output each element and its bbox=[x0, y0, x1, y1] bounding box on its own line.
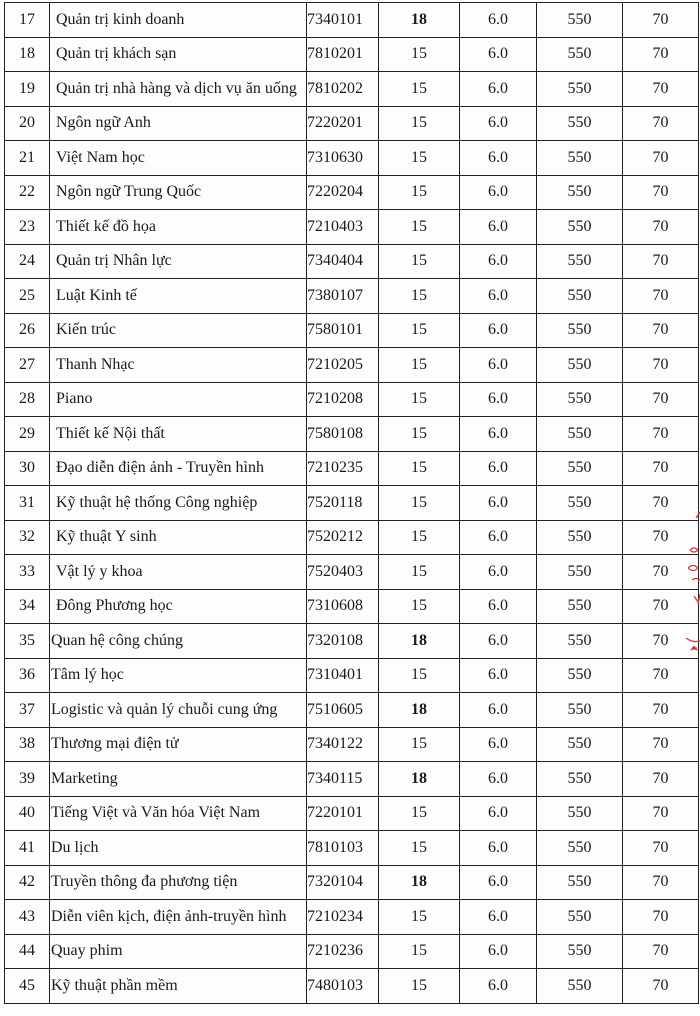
table-row bbox=[5, 693, 699, 728]
quota-cell: 15 bbox=[379, 106, 460, 141]
toeic-score-cell: 550 bbox=[537, 624, 623, 659]
quota-cell: 15 bbox=[379, 244, 460, 279]
ielts-score-cell: 6.0 bbox=[460, 348, 537, 383]
toeic-score-cell: 550 bbox=[537, 693, 623, 728]
program-name-cell: Đạo diễn điện ảnh - Truyền hình bbox=[50, 451, 307, 486]
other-score-cell: 70 bbox=[623, 555, 699, 590]
other-score-cell: 70 bbox=[623, 693, 699, 728]
quota-cell: 18 bbox=[379, 865, 460, 900]
table-row bbox=[5, 106, 699, 141]
stt-cell: 35 bbox=[5, 624, 50, 659]
ielts-score-cell: 6.0 bbox=[460, 693, 537, 728]
ielts-score-cell: 6.0 bbox=[460, 141, 537, 176]
ielts-score-cell: 6.0 bbox=[460, 520, 537, 555]
quota-cell: 15 bbox=[379, 969, 460, 1004]
table-row bbox=[5, 900, 699, 935]
ielts-score-cell: 6.0 bbox=[460, 624, 537, 659]
table-row bbox=[5, 37, 699, 72]
other-score-cell: 70 bbox=[623, 727, 699, 762]
stt-cell: 32 bbox=[5, 520, 50, 555]
program-code-cell: 7210236 bbox=[307, 934, 379, 969]
table-row bbox=[5, 175, 699, 210]
program-code-cell: 7520212 bbox=[307, 520, 379, 555]
stt-cell: 25 bbox=[5, 279, 50, 314]
table-row bbox=[5, 969, 699, 1004]
program-code-cell: 7340122 bbox=[307, 727, 379, 762]
ielts-score-cell: 6.0 bbox=[460, 589, 537, 624]
ielts-score-cell: 6.0 bbox=[460, 900, 537, 935]
other-score-cell: 70 bbox=[623, 969, 699, 1004]
table-row bbox=[5, 589, 699, 624]
program-name-cell: Kỹ thuật phần mềm bbox=[50, 969, 307, 1004]
other-score-cell: 70 bbox=[623, 762, 699, 797]
ielts-score-cell: 6.0 bbox=[460, 451, 537, 486]
toeic-score-cell: 550 bbox=[537, 555, 623, 590]
program-name-cell: Ngôn ngữ Anh bbox=[50, 106, 307, 141]
ielts-score-cell: 6.0 bbox=[460, 796, 537, 831]
toeic-score-cell: 550 bbox=[537, 796, 623, 831]
program-code-cell: 7520118 bbox=[307, 486, 379, 521]
program-code-cell: 7810202 bbox=[307, 72, 379, 107]
program-code-cell: 7520403 bbox=[307, 555, 379, 590]
quota-cell: 15 bbox=[379, 175, 460, 210]
toeic-score-cell: 550 bbox=[537, 72, 623, 107]
program-name-cell: Quản trị nhà hàng và dịch vụ ăn uống bbox=[50, 72, 307, 107]
toeic-score-cell: 550 bbox=[537, 520, 623, 555]
program-name-cell: Quan hệ công chúng bbox=[50, 624, 307, 659]
ielts-score-cell: 6.0 bbox=[460, 313, 537, 348]
ielts-score-cell: 6.0 bbox=[460, 727, 537, 762]
program-code-cell: 7810103 bbox=[307, 831, 379, 866]
toeic-score-cell: 550 bbox=[537, 900, 623, 935]
program-code-cell: 7220101 bbox=[307, 796, 379, 831]
program-name-cell: Quay phim bbox=[50, 934, 307, 969]
table-row bbox=[5, 417, 699, 452]
ielts-score-cell: 6.0 bbox=[460, 934, 537, 969]
toeic-score-cell: 550 bbox=[537, 451, 623, 486]
program-code-cell: 7340115 bbox=[307, 762, 379, 797]
quota-cell: 15 bbox=[379, 451, 460, 486]
program-code-cell: 7580108 bbox=[307, 417, 379, 452]
toeic-score-cell: 550 bbox=[537, 969, 623, 1004]
other-score-cell: 70 bbox=[623, 520, 699, 555]
quota-cell: 15 bbox=[379, 210, 460, 245]
table-row bbox=[5, 141, 699, 176]
program-code-cell: 7320108 bbox=[307, 624, 379, 659]
toeic-score-cell: 550 bbox=[537, 762, 623, 797]
program-code-cell: 7220201 bbox=[307, 106, 379, 141]
program-name-cell: Thương mại điện tử bbox=[50, 727, 307, 762]
quota-cell: 15 bbox=[379, 382, 460, 417]
ielts-score-cell: 6.0 bbox=[460, 762, 537, 797]
quota-cell: 15 bbox=[379, 313, 460, 348]
quota-cell: 15 bbox=[379, 417, 460, 452]
other-score-cell: 70 bbox=[623, 244, 699, 279]
other-score-cell: 70 bbox=[623, 37, 699, 72]
table-row bbox=[5, 244, 699, 279]
program-code-cell: 7210235 bbox=[307, 451, 379, 486]
stt-cell: 37 bbox=[5, 693, 50, 728]
toeic-score-cell: 550 bbox=[537, 486, 623, 521]
table-row bbox=[5, 934, 699, 969]
other-score-cell: 70 bbox=[623, 72, 699, 107]
program-name-cell: Vật lý y khoa bbox=[50, 555, 307, 590]
stt-cell: 41 bbox=[5, 831, 50, 866]
toeic-score-cell: 550 bbox=[537, 589, 623, 624]
program-code-cell: 7310401 bbox=[307, 658, 379, 693]
stt-cell: 28 bbox=[5, 382, 50, 417]
stt-cell: 20 bbox=[5, 106, 50, 141]
table-row bbox=[5, 451, 699, 486]
stt-cell: 23 bbox=[5, 210, 50, 245]
ielts-score-cell: 6.0 bbox=[460, 486, 537, 521]
program-code-cell: 7310608 bbox=[307, 589, 379, 624]
toeic-score-cell: 550 bbox=[537, 313, 623, 348]
other-score-cell: 70 bbox=[623, 3, 699, 38]
program-name-cell: Quản trị Nhân lực bbox=[50, 244, 307, 279]
ielts-score-cell: 6.0 bbox=[460, 555, 537, 590]
table-row bbox=[5, 865, 699, 900]
toeic-score-cell: 550 bbox=[537, 382, 623, 417]
table-row bbox=[5, 3, 699, 38]
other-score-cell: 70 bbox=[623, 106, 699, 141]
quota-cell: 15 bbox=[379, 796, 460, 831]
quota-cell: 15 bbox=[379, 934, 460, 969]
quota-cell: 15 bbox=[379, 348, 460, 383]
table-row bbox=[5, 382, 699, 417]
ielts-score-cell: 6.0 bbox=[460, 831, 537, 866]
program-code-cell: 7310630 bbox=[307, 141, 379, 176]
table-row bbox=[5, 313, 699, 348]
toeic-score-cell: 550 bbox=[537, 279, 623, 314]
stt-cell: 45 bbox=[5, 969, 50, 1004]
table-row bbox=[5, 72, 699, 107]
program-name-cell: Luật Kinh tế bbox=[50, 279, 307, 314]
ielts-score-cell: 6.0 bbox=[460, 865, 537, 900]
toeic-score-cell: 550 bbox=[537, 244, 623, 279]
stt-cell: 22 bbox=[5, 175, 50, 210]
stt-cell: 43 bbox=[5, 900, 50, 935]
stt-cell: 31 bbox=[5, 486, 50, 521]
other-score-cell: 70 bbox=[623, 210, 699, 245]
program-code-cell: 7210234 bbox=[307, 900, 379, 935]
toeic-score-cell: 550 bbox=[537, 106, 623, 141]
quota-cell: 15 bbox=[379, 555, 460, 590]
table-row bbox=[5, 796, 699, 831]
other-score-cell: 70 bbox=[623, 279, 699, 314]
other-score-cell: 70 bbox=[623, 348, 699, 383]
toeic-score-cell: 550 bbox=[537, 210, 623, 245]
stt-cell: 21 bbox=[5, 141, 50, 176]
ielts-score-cell: 6.0 bbox=[460, 969, 537, 1004]
other-score-cell: 70 bbox=[623, 451, 699, 486]
quota-cell: 15 bbox=[379, 279, 460, 314]
program-name-cell: Kỹ thuật Y sinh bbox=[50, 520, 307, 555]
other-score-cell: 70 bbox=[623, 141, 699, 176]
stt-cell: 18 bbox=[5, 37, 50, 72]
program-name-cell: Piano bbox=[50, 382, 307, 417]
stt-cell: 30 bbox=[5, 451, 50, 486]
table-row bbox=[5, 727, 699, 762]
quota-cell: 15 bbox=[379, 37, 460, 72]
stt-cell: 36 bbox=[5, 658, 50, 693]
program-name-cell: Thanh Nhạc bbox=[50, 348, 307, 383]
other-score-cell: 70 bbox=[623, 175, 699, 210]
other-score-cell: 70 bbox=[623, 865, 699, 900]
ielts-score-cell: 6.0 bbox=[460, 417, 537, 452]
program-code-cell: 7210205 bbox=[307, 348, 379, 383]
program-code-cell: 7480103 bbox=[307, 969, 379, 1004]
stt-cell: 44 bbox=[5, 934, 50, 969]
stt-cell: 33 bbox=[5, 555, 50, 590]
toeic-score-cell: 550 bbox=[537, 175, 623, 210]
quota-cell: 15 bbox=[379, 658, 460, 693]
stt-cell: 40 bbox=[5, 796, 50, 831]
quota-cell: 15 bbox=[379, 486, 460, 521]
toeic-score-cell: 550 bbox=[537, 934, 623, 969]
program-code-cell: 7220204 bbox=[307, 175, 379, 210]
table-row bbox=[5, 348, 699, 383]
table-row bbox=[5, 210, 699, 245]
program-name-cell: Quản trị khách sạn bbox=[50, 37, 307, 72]
ielts-score-cell: 6.0 bbox=[460, 279, 537, 314]
other-score-cell: 70 bbox=[623, 624, 699, 659]
program-code-cell: 7810201 bbox=[307, 37, 379, 72]
program-name-cell: Ngôn ngữ Trung Quốc bbox=[50, 175, 307, 210]
program-code-cell: 7320104 bbox=[307, 865, 379, 900]
program-name-cell: Việt Nam học bbox=[50, 141, 307, 176]
other-score-cell: 70 bbox=[623, 486, 699, 521]
other-score-cell: 70 bbox=[623, 796, 699, 831]
quota-cell: 15 bbox=[379, 900, 460, 935]
ielts-score-cell: 6.0 bbox=[460, 382, 537, 417]
program-code-cell: 7340101 bbox=[307, 3, 379, 38]
other-score-cell: 70 bbox=[623, 382, 699, 417]
quota-cell: 15 bbox=[379, 72, 460, 107]
ielts-score-cell: 6.0 bbox=[460, 106, 537, 141]
stt-cell: 17 bbox=[5, 3, 50, 38]
program-name-cell: Kỹ thuật hệ thống Công nghiệp bbox=[50, 486, 307, 521]
table-row bbox=[5, 762, 699, 797]
toeic-score-cell: 550 bbox=[537, 3, 623, 38]
toeic-score-cell: 550 bbox=[537, 831, 623, 866]
toeic-score-cell: 550 bbox=[537, 417, 623, 452]
quota-cell: 15 bbox=[379, 520, 460, 555]
table-body bbox=[5, 3, 699, 1004]
other-score-cell: 70 bbox=[623, 934, 699, 969]
table-row bbox=[5, 520, 699, 555]
table-row bbox=[5, 555, 699, 590]
program-code-cell: 7380107 bbox=[307, 279, 379, 314]
toeic-score-cell: 550 bbox=[537, 348, 623, 383]
program-code-cell: 7580101 bbox=[307, 313, 379, 348]
table-row bbox=[5, 486, 699, 521]
quota-cell: 18 bbox=[379, 762, 460, 797]
toeic-score-cell: 550 bbox=[537, 37, 623, 72]
program-name-cell: Thiết kế Nội thất bbox=[50, 417, 307, 452]
ielts-score-cell: 6.0 bbox=[460, 658, 537, 693]
program-name-cell: Tâm lý học bbox=[50, 658, 307, 693]
stt-cell: 34 bbox=[5, 589, 50, 624]
stt-cell: 27 bbox=[5, 348, 50, 383]
program-code-cell: 7510605 bbox=[307, 693, 379, 728]
table-row bbox=[5, 279, 699, 314]
quota-cell: 18 bbox=[379, 624, 460, 659]
program-name-cell: Quản trị kinh doanh bbox=[50, 3, 307, 38]
other-score-cell: 70 bbox=[623, 900, 699, 935]
quota-cell: 15 bbox=[379, 589, 460, 624]
quota-cell: 18 bbox=[379, 3, 460, 38]
program-name-cell: Truyền thông đa phương tiện bbox=[50, 865, 307, 900]
program-code-cell: 7210208 bbox=[307, 382, 379, 417]
stt-cell: 24 bbox=[5, 244, 50, 279]
program-name-cell: Thiết kế đồ họa bbox=[50, 210, 307, 245]
program-name-cell: Logistic và quản lý chuỗi cung ứng bbox=[50, 693, 307, 728]
program-name-cell: Diễn viên kịch, điện ảnh-truyền hình bbox=[50, 900, 307, 935]
ielts-score-cell: 6.0 bbox=[460, 175, 537, 210]
table-row bbox=[5, 831, 699, 866]
ielts-score-cell: 6.0 bbox=[460, 244, 537, 279]
quota-cell: 18 bbox=[379, 693, 460, 728]
other-score-cell: 70 bbox=[623, 417, 699, 452]
ielts-score-cell: 6.0 bbox=[460, 37, 537, 72]
program-name-cell: Kiến trúc bbox=[50, 313, 307, 348]
table-row bbox=[5, 658, 699, 693]
program-code-cell: 7210403 bbox=[307, 210, 379, 245]
admission-table bbox=[4, 2, 699, 1004]
stt-cell: 29 bbox=[5, 417, 50, 452]
other-score-cell: 70 bbox=[623, 831, 699, 866]
ielts-score-cell: 6.0 bbox=[460, 3, 537, 38]
toeic-score-cell: 550 bbox=[537, 865, 623, 900]
toeic-score-cell: 550 bbox=[537, 658, 623, 693]
quota-cell: 15 bbox=[379, 831, 460, 866]
quota-cell: 15 bbox=[379, 141, 460, 176]
stt-cell: 19 bbox=[5, 72, 50, 107]
other-score-cell: 70 bbox=[623, 658, 699, 693]
program-code-cell: 7340404 bbox=[307, 244, 379, 279]
table-row bbox=[5, 624, 699, 659]
ielts-score-cell: 6.0 bbox=[460, 210, 537, 245]
other-score-cell: 70 bbox=[623, 589, 699, 624]
stt-cell: 39 bbox=[5, 762, 50, 797]
stt-cell: 42 bbox=[5, 865, 50, 900]
stt-cell: 26 bbox=[5, 313, 50, 348]
toeic-score-cell: 550 bbox=[537, 141, 623, 176]
program-name-cell: Đông Phương học bbox=[50, 589, 307, 624]
program-name-cell: Du lịch bbox=[50, 831, 307, 866]
program-name-cell: Tiếng Việt và Văn hóa Việt Nam bbox=[50, 796, 307, 831]
quota-cell: 15 bbox=[379, 727, 460, 762]
stt-cell: 38 bbox=[5, 727, 50, 762]
toeic-score-cell: 550 bbox=[537, 727, 623, 762]
other-score-cell: 70 bbox=[623, 313, 699, 348]
ielts-score-cell: 6.0 bbox=[460, 72, 537, 107]
program-name-cell: Marketing bbox=[50, 762, 307, 797]
